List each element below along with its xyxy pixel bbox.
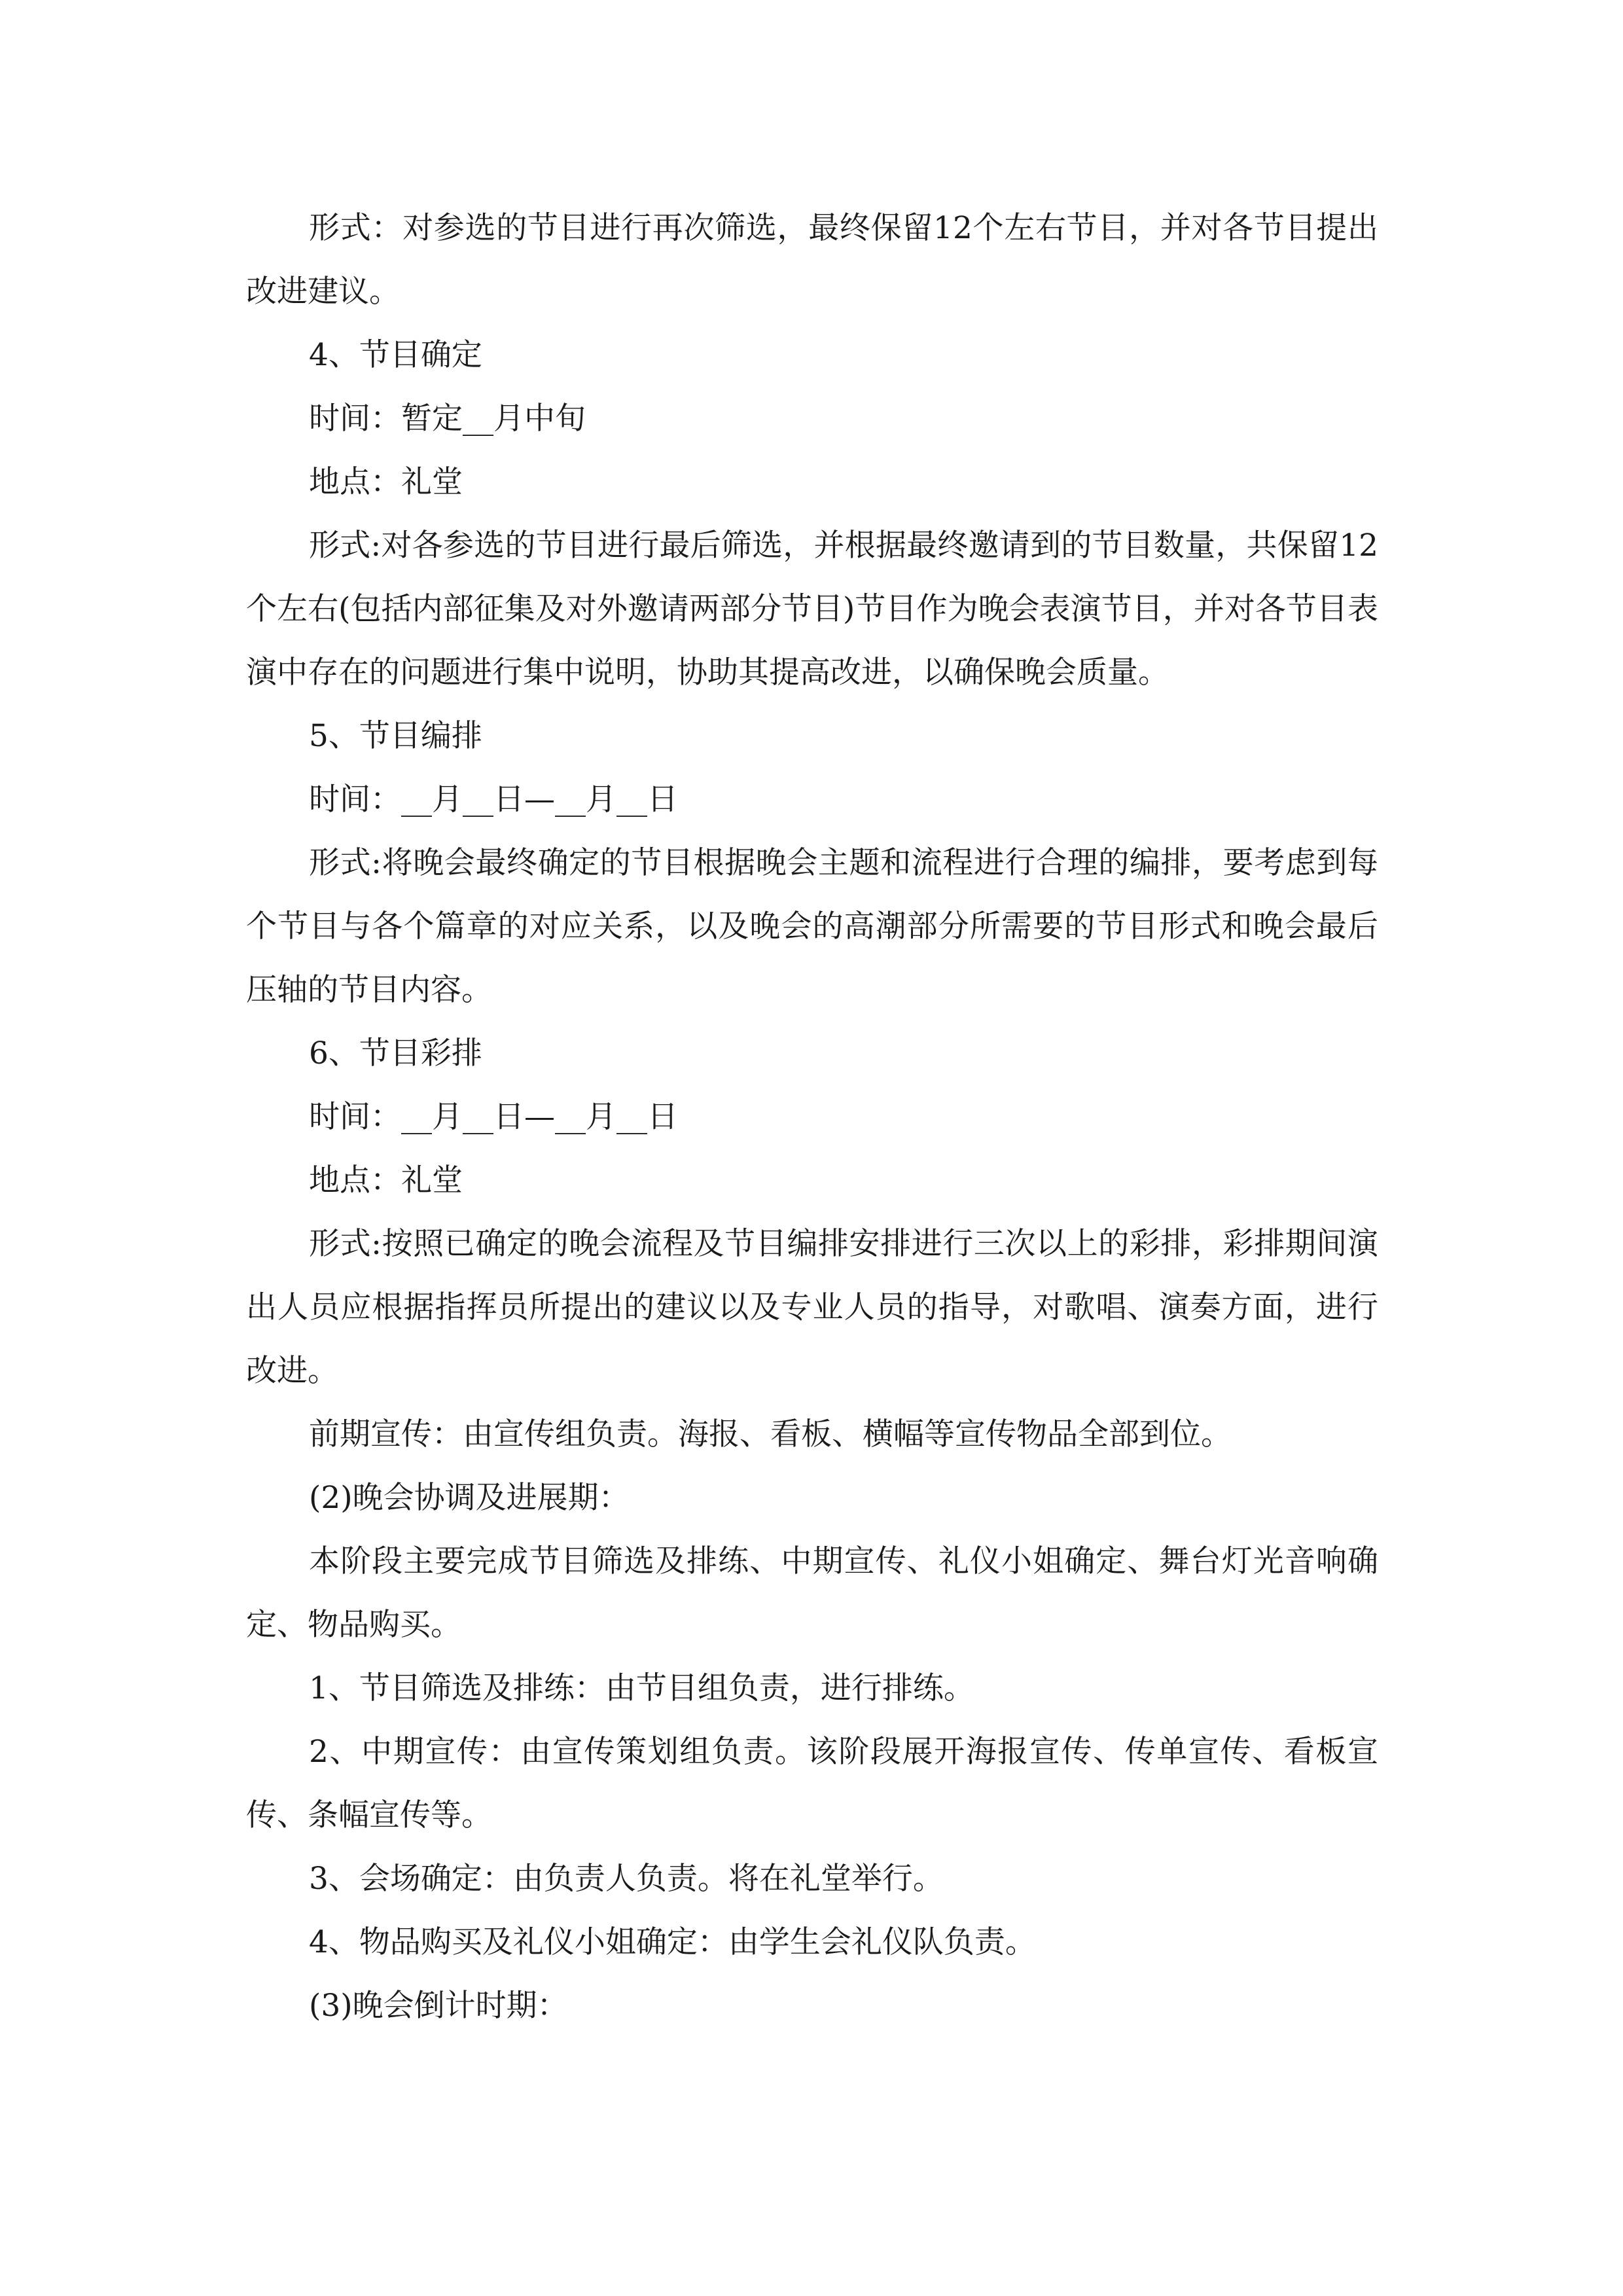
paragraph: 形式:按照已确定的晚会流程及节目编排安排进行三次以上的彩排，彩排期间演出人员应根据指挥员所提出的建议以及专业人员的指导，对歌唱、演奏方面，进行改进。 (246, 1226, 1378, 1389)
list-item: 1、节目筛选及排练：由节目组负责，进行排练。 (309, 1670, 974, 1706)
document-body (246, 196, 1378, 2037)
paragraph: 前期宣传：由宣传组负责。海报、看板、横幅等宣传物品全部到位。 (309, 1416, 1232, 1452)
paragraph: 时间：__月__日—__月__日 (309, 1099, 678, 1135)
paragraph: 本阶段主要完成节目筛选及排练、中期宣传、礼仪小姐确定、舞台灯光音响确定、物品购买。 (246, 1543, 1378, 1643)
section-heading: 5、节目编排 (309, 718, 482, 754)
section-heading: 6、节目彩排 (309, 1035, 482, 1071)
list-item: 4、物品购买及礼仪小姐确定：由学生会礼仪队负责。 (309, 1924, 1036, 1960)
section-heading: 4、节目确定 (309, 337, 482, 373)
paragraph: 时间：__月__日—__月__日 (309, 781, 678, 817)
paragraph: 形式:将晚会最终确定的节目根据晚会主题和流程进行合理的编排，要考虑到每个节目与各个篇章的对应关系，以及晚会的高潮部分所需要的节目形式和晚会最后压轴的节目内容。 (246, 845, 1378, 1008)
list-item: 3、会场确定：由负责人负责。将在礼堂举行。 (309, 1861, 944, 1897)
paragraph: 地点：礼堂 (309, 464, 463, 500)
list-item: 2、中期宣传：由宣传策划组负责。该阶段展开海报宣传、传单宣传、看板宣传、条幅宣传等。 (246, 1734, 1378, 1833)
paragraph: 形式:对各参选的节目进行最后筛选，并根据最终邀请到的节目数量，共保留12个左右(包括内部征集及对外邀请两部分节目)节目作为晚会表演节目，并对各节目表演中存在的问题进行集中说明，协助其提高改进，以确保晚会质量。 (246, 528, 1378, 691)
section-heading: (2)晚会协调及进展期： (309, 1480, 630, 1516)
section-heading: (3)晚会倒计时期： (309, 1988, 568, 2024)
paragraph: 形式：对参选的节目进行再次筛选，最终保留12个左右节目，并对各节目提出改进建议。 (246, 210, 1378, 310)
paragraph: 时间：暂定__月中旬 (309, 401, 586, 437)
paragraph: 地点：礼堂 (309, 1162, 463, 1198)
